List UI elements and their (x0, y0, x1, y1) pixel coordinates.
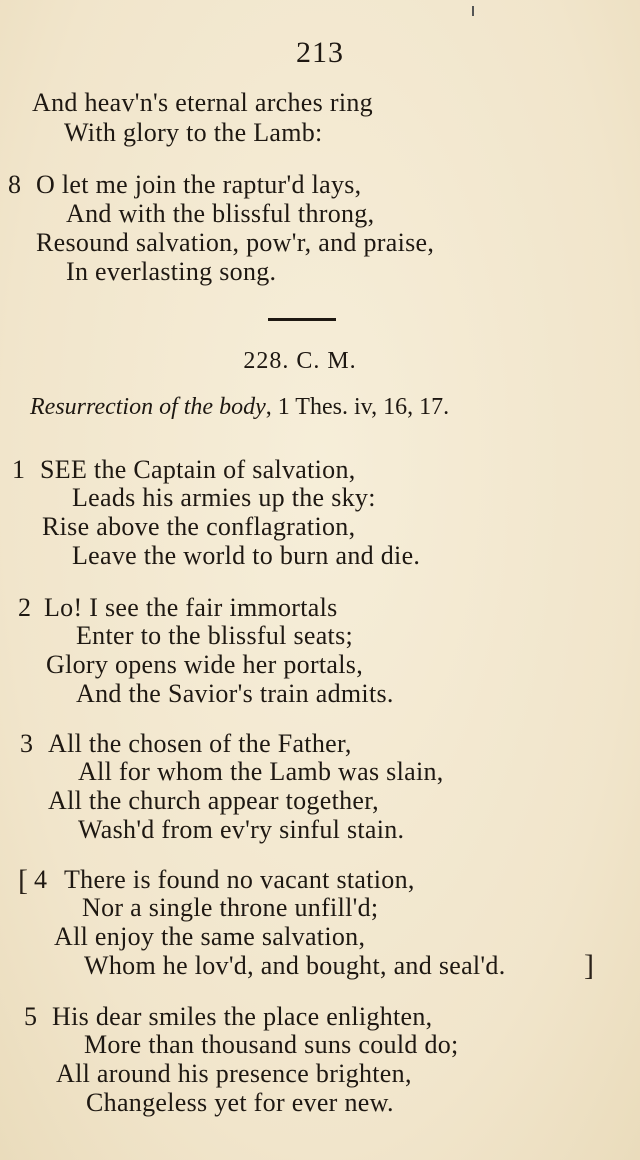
margin-mark (472, 6, 474, 16)
verse-line: Enter to the blissful seats; (76, 621, 354, 650)
verse-line: More than thousand suns could do; (84, 1030, 459, 1059)
hymn-heading: 228. C. M. (243, 348, 357, 374)
verse-line: All around his presence brighten, (56, 1059, 412, 1088)
verse-line: And heav'n's eternal arches ring (32, 88, 373, 117)
subtitle-topic: Resurrection of the body (30, 394, 266, 420)
open-bracket: [ (18, 864, 28, 897)
section-divider (268, 318, 336, 321)
verse-line: His dear smiles the place enlighten, (52, 1002, 433, 1031)
verse-line: Changeless yet for ever new. (86, 1088, 394, 1117)
verse-line: And the Savior's train admits. (76, 679, 394, 708)
verse-line: SEE the Captain of salvation, (40, 455, 356, 484)
verse-line: Wash'd from ev'ry sinful stain. (78, 815, 405, 844)
verse-line: And with the blissful throng, (66, 199, 375, 228)
verse-line: O let me join the raptur'd lays, (36, 170, 362, 199)
stanza-number: 2 (18, 593, 31, 622)
stanza-number: 5 (24, 1002, 37, 1031)
verse-line: In everlasting song. (66, 257, 277, 286)
verse-line: There is found no vacant station, (64, 865, 415, 894)
verse-line: All the chosen of the Father, (48, 729, 352, 758)
verse-line: Leave the world to burn and die. (72, 541, 421, 570)
hymn-subtitle (30, 394, 449, 421)
verse-line: Whom he lov'd, and bought, and seal'd. (84, 951, 506, 980)
stanza-number: 8 (8, 170, 21, 199)
verse-line: Rise above the conflagration, (42, 512, 356, 541)
verse-line: Nor a single throne unfill'd; (82, 893, 379, 922)
verse-line: All for whom the Lamb was slain, (78, 757, 444, 786)
verse-line: Resound salvation, pow'r, and praise, (36, 228, 435, 257)
verse-line: Lo! I see the fair immortals (44, 593, 338, 622)
stanza-number: 4 (34, 865, 47, 894)
verse-line: Leads his armies up the sky: (72, 483, 376, 512)
stanza-number: 3 (20, 729, 33, 758)
stanza-number: 1 (12, 455, 25, 484)
verse-line: With glory to the Lamb: (64, 118, 323, 147)
verse-line: Glory opens wide her portals, (46, 650, 364, 679)
page-number: 213 (296, 36, 344, 69)
subtitle-reference: , 1 Thes. iv, 16, 17. (265, 394, 450, 420)
close-bracket: ] (584, 949, 594, 982)
verse-line: All enjoy the same salvation, (54, 922, 366, 951)
verse-line: All the church appear together, (48, 786, 379, 815)
